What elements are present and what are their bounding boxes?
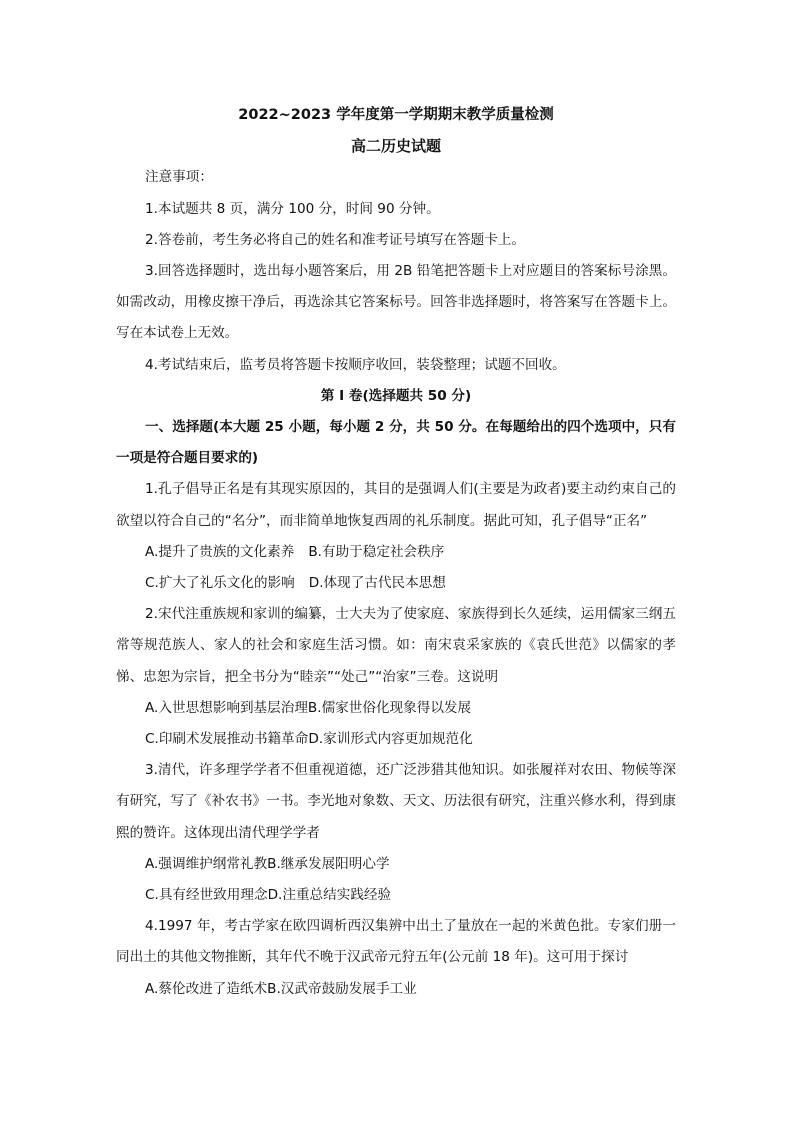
option-line <box>116 880 676 911</box>
exam-title: 2022~2023 学年度第一学期期末教学质量检测 <box>238 107 554 123</box>
notice-item: 3.回答选择题时，选出每小题答案后，用 2B 铅笔把答题卡上对应题目的答案标号涂黑。如需改动，用橡皮擦干净后，再选涂其它答案标号。回答非选择题时，将答案写在答题卡上。写在本试卷上无效。 <box>116 263 676 342</box>
option-c: C.具有经世致用理念 <box>145 887 268 904</box>
notice-heading: 注意事项： <box>145 169 213 186</box>
option-c: C.扩大了礼乐文化的影响 <box>145 575 295 592</box>
option-line <box>116 724 676 755</box>
exam-page <box>116 100 676 1005</box>
option-c: C.印刷术发展推动书籍革命 <box>145 731 309 748</box>
question-stem: 3.清代，许多理学学者不但重视道德，还广泛涉猎其他知识。如张履祥对农田、物候等深有研究，写了《补农书》一书。李光地对象数、天文、历法很有研究，注重兴修水利，得到康熙的赞许。这体现出清代理学学者 <box>116 762 676 841</box>
notice-item: 2.答卷前，考生务必将自己的姓名和准考证号填写在答题卡上。 <box>145 231 525 248</box>
option-line <box>116 974 676 1005</box>
question-stem: 1.孔子倡导正名是有其现实原因的，其目的是强调人们(主要是为政者)要主动约束自己的欲望以符合自己的“名分”，而非简单地恢复西周的礼乐制度。据此可知，孔子倡导“正名” <box>116 481 676 529</box>
option-d: D.注重总结实践经验 <box>267 887 392 904</box>
option-a: A.提升了贵族的文化素养 <box>145 543 295 560</box>
option-d: D.家训形式内容更加规范化 <box>308 731 473 748</box>
option-b: B.汉武帝鼓励发展手工业 <box>267 980 417 997</box>
option-a: A.入世思想影响到基层治理 <box>145 699 308 716</box>
notice-item: 1.本试题共 8 页，满分 100 分，时间 90 分钟。 <box>145 200 440 217</box>
option-line <box>116 849 676 880</box>
notice-item: 4.考试结束后，监考员将答题卡按顺序收回，装袋整理；试题不回收。 <box>145 356 566 373</box>
option-b: B.儒家世俗化现象得以发展 <box>307 699 472 716</box>
option-a: A.蔡伦改进了造纸术 <box>145 980 268 997</box>
part1-heading: 第 I 卷(选择题共 50 分) <box>320 387 472 404</box>
option-line <box>116 537 676 568</box>
option-line <box>116 568 676 599</box>
option-b: B.有助于稳定社会秩序 <box>308 543 445 560</box>
option-d: D.体现了古代民本思想 <box>308 575 446 592</box>
option-line <box>116 693 676 724</box>
exam-subtitle: 高二历史试题 <box>350 137 441 156</box>
option-b: B.继承发展阳明心学 <box>267 855 390 872</box>
question-stem: 2.宋代注重族规和家训的编纂，士大夫为了使家庭、家族得到长久延续，运用儒家三纲五常等规范族人、家人的社会和家庭生活习惯。如：南宋袁采家族的《袁氏世范》以儒家的孝悌、忠恕为宗旨，把全书分为“睦亲”“处己”“治家”三卷。这说明 <box>116 606 676 685</box>
option-a: A.强调维护纲常礼教 <box>145 855 268 872</box>
part1-instruction: 一、选择题(本大题 25 小题，每小题 2 分，共 50 分。在每题给出的四个选项中，只有一项是符合题目要求的) <box>116 419 676 467</box>
question-stem: 4.1997 年，考古学家在欧四调析西汉集辨中出土了量放在一起的米黄色批。专家们册一同出土的其他文物推断，其年代不晚于汉武帝元狩五年(公元前 18 年)。这可用于探讨 <box>116 918 676 966</box>
